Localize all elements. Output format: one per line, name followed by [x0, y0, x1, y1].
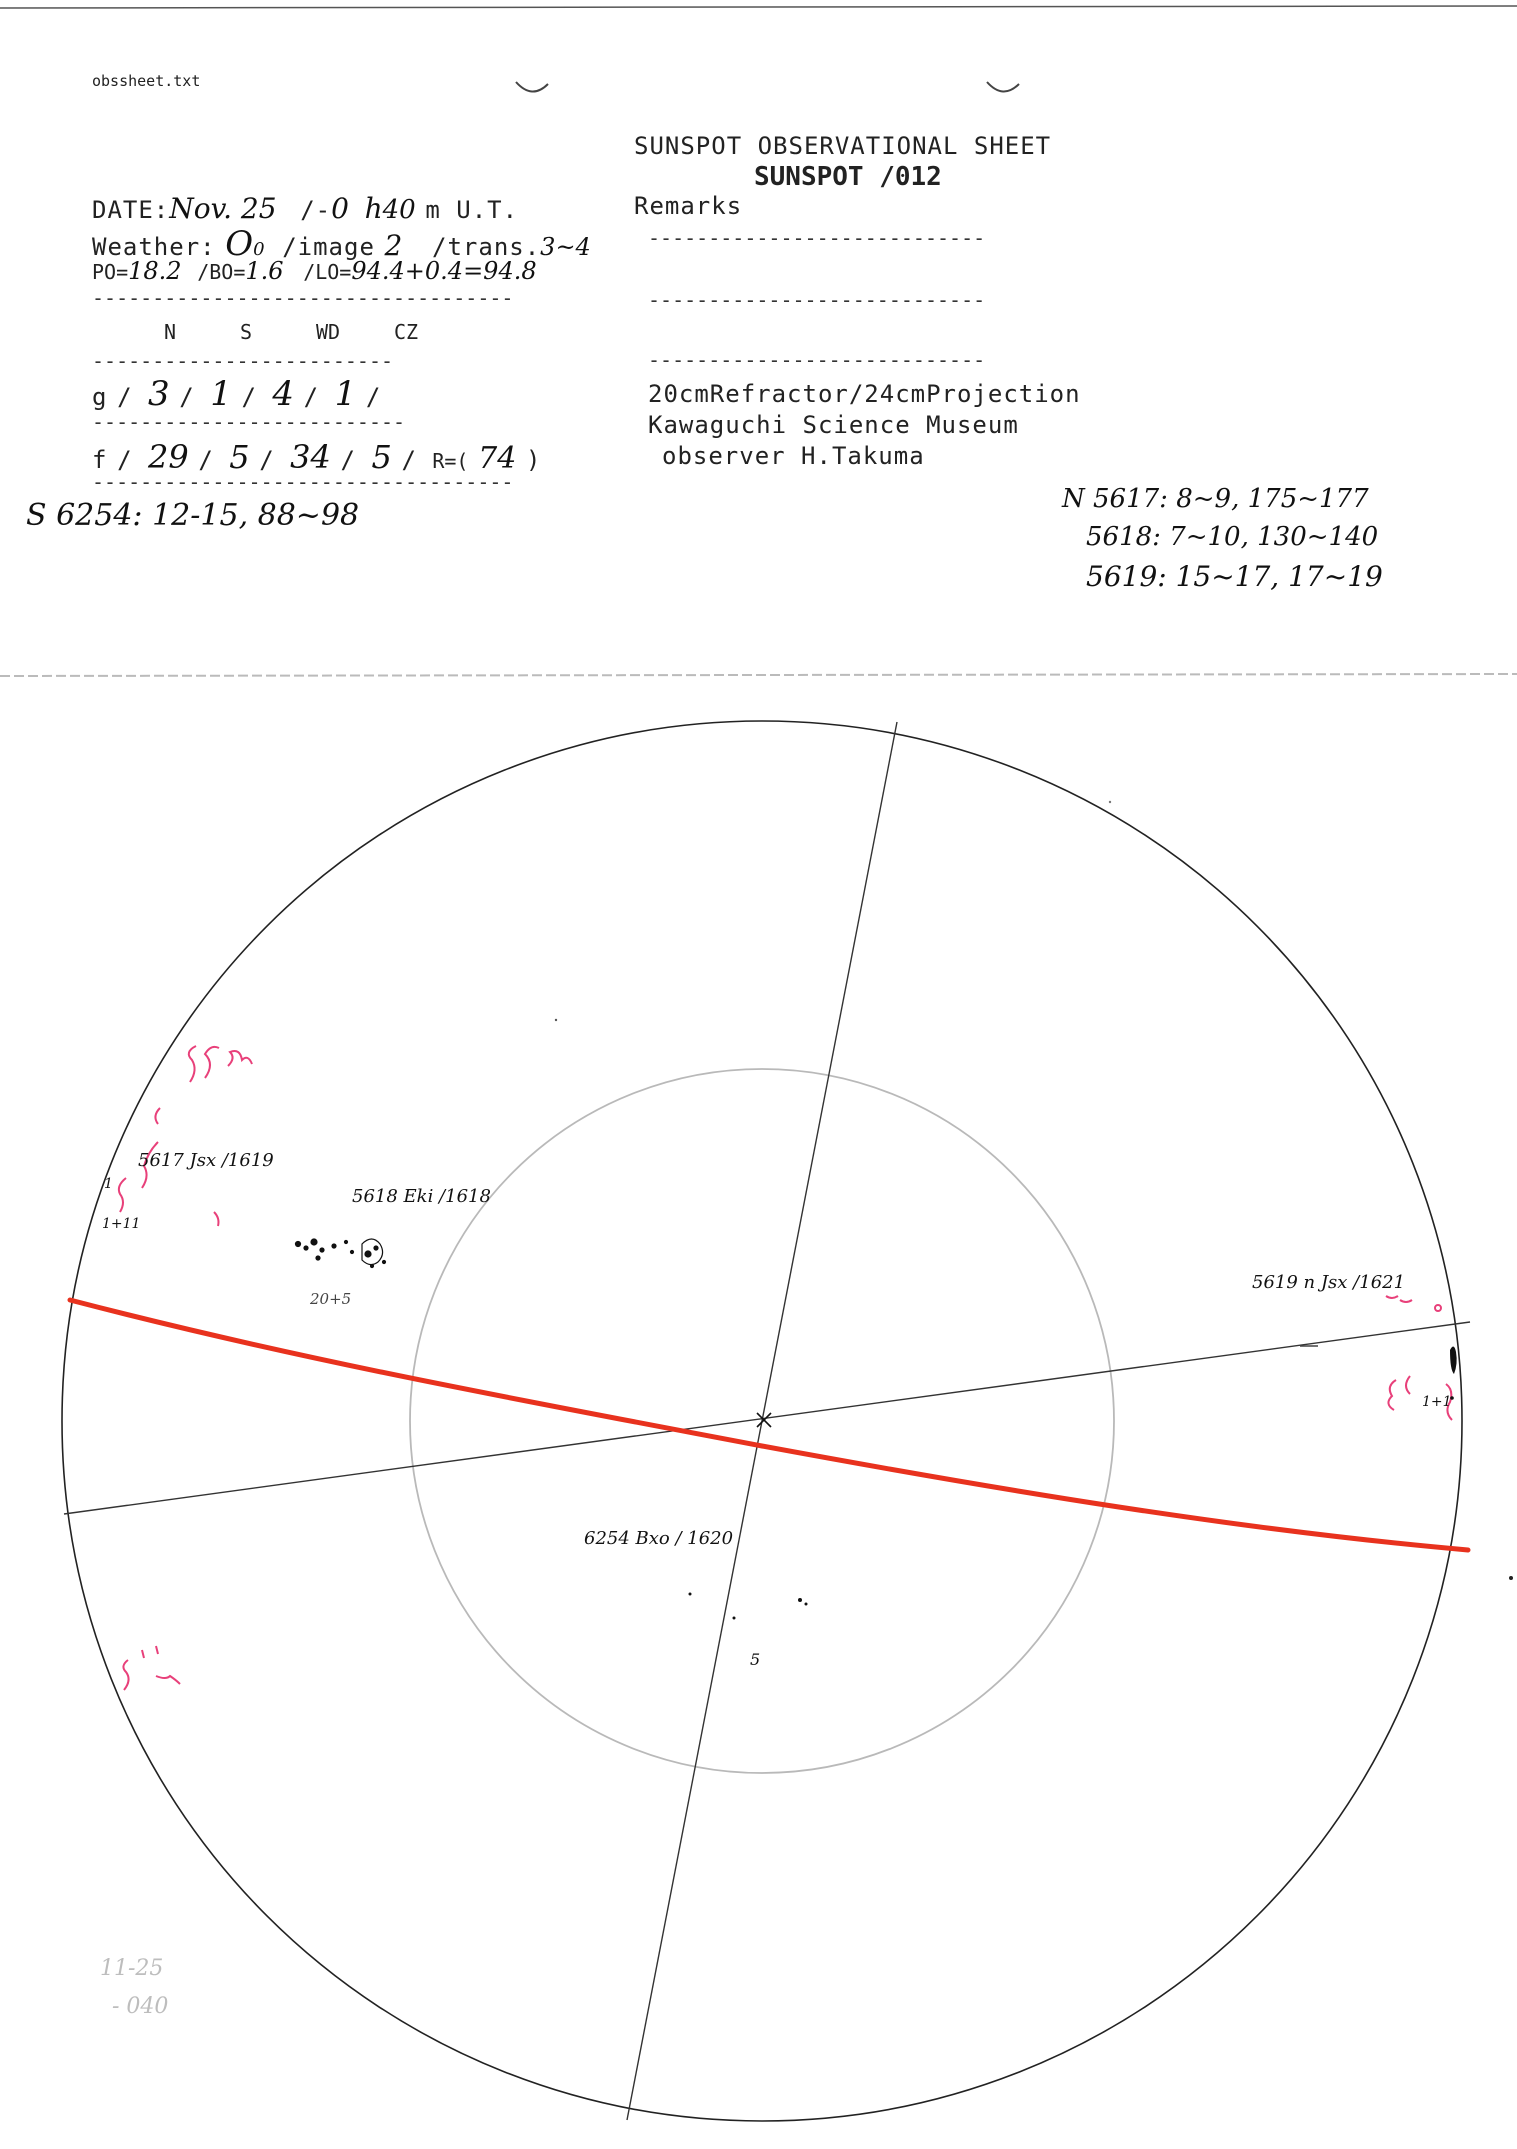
r-close: ) — [525, 446, 542, 474]
image-label: /image — [282, 233, 375, 261]
weather-value: O — [225, 224, 254, 264]
label-group-6254: 6254 Bxo / 1620 — [584, 1528, 734, 1549]
separator-line: ----------------------------------- — [92, 286, 514, 310]
dust-mark — [1509, 1576, 1513, 1580]
trans-value: 3~4 — [540, 233, 591, 261]
sunspot-group-5618 — [296, 1239, 386, 1268]
count-group-6254: 5 — [750, 1650, 761, 1669]
f-value-s: 5 — [229, 438, 250, 476]
faculae-5617 — [119, 1046, 252, 1226]
remarks-line: ---------------------------- — [648, 288, 986, 312]
note-group-5617: N 5617: 8~9, 175~177 — [1062, 484, 1369, 514]
note-group-6254: S 6254: 12-15, 88~98 — [26, 498, 360, 533]
sheet-subheading: SUNSPOT /012 — [754, 162, 942, 192]
bo-value: 1.6 — [245, 257, 284, 285]
column-wd: WD — [316, 320, 341, 344]
file-name: obssheet.txt — [92, 72, 201, 90]
label-group-5619: 5619 n Jsx /1621 — [1252, 1272, 1406, 1293]
page-top-edge — [0, 6, 1517, 8]
separator-line: -------------------------- — [92, 410, 406, 434]
page-fold-line — [0, 674, 1517, 676]
g-value-cz: 1 — [334, 374, 357, 414]
g-label: g — [92, 383, 108, 411]
count-group-5617-one: 1 — [104, 1176, 113, 1192]
hour-value: 0 — [331, 192, 349, 225]
date-label: DATE: — [92, 196, 170, 224]
g-value-n: 3 — [148, 374, 170, 414]
faculae-southeast — [123, 1646, 180, 1690]
bo-label: /BO= — [197, 260, 246, 284]
note-group-5618: 5618: 7~10, 130~140 — [1086, 522, 1379, 552]
note-group-5619: 5619: 15~17, 17~19 — [1086, 560, 1383, 593]
f-value-n: 29 — [148, 438, 189, 476]
g-value-s: 1 — [210, 374, 232, 414]
date-value: Nov. 25 — [169, 192, 277, 225]
pencil-time: - 040 — [112, 1994, 169, 2019]
time-separator: /- — [300, 196, 332, 224]
separator-line: ------------------------- — [92, 349, 394, 373]
po-label: PO= — [92, 260, 129, 284]
dust-mark — [1109, 801, 1111, 803]
column-n: N — [164, 320, 177, 344]
weather-sub: 0 — [253, 239, 265, 260]
lo-value: 94.4+0.4=94.8 — [351, 257, 537, 285]
count-group-5619: 1+1 — [1422, 1394, 1452, 1410]
lo-label: /LO= — [303, 260, 352, 284]
f-value-cz: 5 — [371, 438, 392, 476]
observer-line: observer H.Takuma — [662, 442, 925, 470]
minute-value: 40 — [382, 195, 416, 225]
hour-unit: h — [364, 192, 383, 225]
f-value-wd: 34 — [290, 438, 331, 476]
museum-line: Kawaguchi Science Museum — [648, 411, 1019, 439]
image-value: 2 — [384, 229, 403, 262]
sheet-heading: SUNSPOT OBSERVATIONAL SHEET — [634, 132, 1052, 160]
po-value: 18.2 — [128, 257, 182, 285]
column-s: S — [240, 320, 253, 344]
minute-unit: m U.T. — [425, 196, 519, 224]
separator-line: ----------------------------------- — [92, 470, 514, 494]
pencil-date: 11-25 — [100, 1956, 164, 1981]
instrument-line: 20cmRefractor/24cmProjection — [648, 380, 1081, 408]
f-label: f — [92, 446, 108, 474]
r-value: 74 — [478, 441, 517, 476]
remarks-label: Remarks — [634, 192, 743, 220]
weather-label: Weather: — [92, 233, 216, 261]
dust-mark — [555, 1019, 557, 1021]
binder-hole-mark — [516, 82, 548, 92]
sunspot-group-6254 — [689, 1593, 808, 1620]
label-group-5618: 5618 Eki /1618 — [352, 1186, 491, 1207]
column-cz: CZ — [394, 320, 419, 344]
trans-label: /trans. — [432, 233, 541, 261]
r-label: R=( — [432, 449, 469, 473]
binder-hole-mark — [987, 82, 1019, 92]
count-group-5617: 1+11 — [102, 1216, 141, 1232]
g-value-wd: 4 — [272, 374, 295, 414]
g-row: g / 3 / 1 / 4 / 1 / — [92, 374, 382, 414]
remarks-line: ---------------------------- — [648, 226, 986, 250]
remarks-line: ---------------------------- — [648, 348, 986, 372]
count-group-5618: 20+5 — [310, 1290, 352, 1308]
label-group-5617: 5617 Jsx /1619 — [138, 1150, 274, 1171]
f-row: f / 29 / 5 / 34 / 5 / R=( 74 ) — [92, 438, 542, 476]
